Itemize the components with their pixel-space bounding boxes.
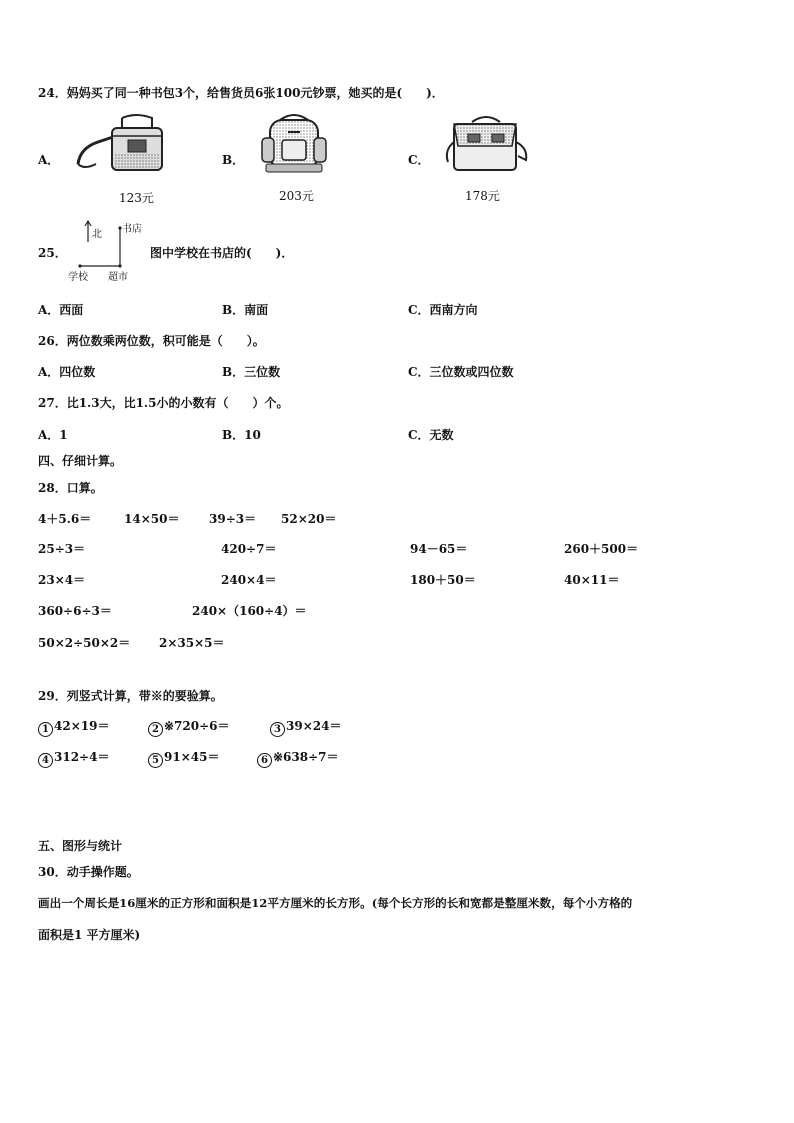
q24-option-c-label: C．	[408, 153, 430, 167]
q28-item: 2×35×5＝	[159, 636, 225, 650]
q24-option-a-label: A．	[38, 153, 60, 167]
q29-item-4	[38, 749, 109, 768]
q28-item: 50×2÷50×2＝	[38, 636, 131, 650]
q28-item: 52×20＝	[281, 512, 337, 526]
q28-stem: 28．口算。	[38, 481, 103, 495]
q28-item: 360÷6÷3＝	[38, 604, 112, 618]
q29-item-text: ※720÷6＝	[164, 719, 230, 733]
q28-item: 180＋50＝	[410, 573, 476, 587]
backpack-icon	[258, 112, 330, 176]
q28-item: 240×（160÷4）＝	[192, 604, 307, 618]
q27-option-b: B．10	[222, 428, 261, 442]
q24-option-b-label: B．	[222, 153, 245, 167]
q25-option-c: C．西南方向	[408, 303, 478, 317]
q28-item: 4＋5.6＝	[38, 512, 92, 526]
q24-option-a-price: 123元	[119, 191, 154, 205]
q28-item: 260＋500＝	[564, 542, 639, 556]
map-school-label: 学校	[68, 272, 88, 283]
q29-item-6	[257, 749, 339, 768]
section-5-heading: 五、图形与统计	[38, 839, 123, 853]
section-4-heading: 四、仔细计算。	[38, 454, 123, 468]
q30-stem: 30．动手操作题。	[38, 865, 139, 879]
q29-item-2	[148, 718, 230, 737]
q26-option-b: B．三位数	[222, 365, 281, 379]
q25-number: 25．	[38, 246, 67, 260]
satchel-icon	[442, 112, 532, 176]
q29-item-text: ※638÷7＝	[273, 750, 339, 764]
q29-stem: 29．列竖式计算，带※的要验算。	[38, 689, 223, 703]
direction-map	[66, 218, 152, 284]
circled-number-4: 4	[38, 753, 53, 768]
circled-number-3: 3	[270, 722, 285, 737]
q28-item: 240×4＝	[221, 573, 277, 587]
q29-item-text: 39×24＝	[286, 719, 342, 733]
circled-number-2: 2	[148, 722, 163, 737]
q27-stem: 27．比1.3大，比1.5小的小数有（ ）个。	[38, 396, 289, 410]
q24-option-b-price: 203元	[279, 189, 314, 203]
messenger-bag-icon	[70, 112, 170, 182]
circled-number-1: 1	[38, 722, 53, 737]
q27-option-c: C．无数	[408, 428, 454, 442]
q26-option-c: C．三位数或四位数	[408, 365, 514, 379]
q25-option-a: A．西面	[38, 303, 84, 317]
q26-stem: 26．两位数乘两位数，积可能是（ ）。	[38, 334, 265, 348]
q29-item-text: 312÷4＝	[54, 750, 110, 764]
q25-stem: 图中学校在书店的( )．	[150, 246, 294, 260]
q24-stem: 24．妈妈买了同一种书包3个，给售货员6张100元钞票，她买的是( )．	[38, 86, 444, 100]
q28-item: 94－65＝	[410, 542, 468, 556]
q27-option-a: A．1	[38, 428, 68, 442]
circled-number-5: 5	[148, 753, 163, 768]
q28-item: 25÷3＝	[38, 542, 86, 556]
map-bookstore-label: 书店	[122, 224, 142, 235]
q30-instruction-line-2: 面积是1 平方厘米)	[38, 928, 141, 942]
q29-item-3	[270, 718, 341, 737]
q28-item: 40×11＝	[564, 573, 620, 587]
q28-item: 23×4＝	[38, 573, 86, 587]
q28-item: 420÷7＝	[221, 542, 277, 556]
q29-item-1	[38, 718, 109, 737]
map-north-label: 北	[92, 229, 102, 240]
q29-item-5	[148, 749, 219, 768]
q25-option-b: B．南面	[222, 303, 269, 317]
q29-item-text: 42×19＝	[54, 719, 110, 733]
q28-item: 39÷3＝	[209, 512, 257, 526]
q30-instruction-line-1: 画出一个周长是16厘米的正方形和面积是12平方厘米的长方形。(每个长方形的长和宽都是整厘米数，每个小方格的	[38, 896, 633, 910]
q28-item: 14×50＝	[124, 512, 180, 526]
map-supermarket-label: 超市	[108, 272, 128, 283]
circled-number-6: 6	[257, 753, 272, 768]
q29-item-text: 91×45＝	[164, 750, 220, 764]
q26-option-a: A．四位数	[38, 365, 96, 379]
q24-option-c-price: 178元	[465, 189, 500, 203]
